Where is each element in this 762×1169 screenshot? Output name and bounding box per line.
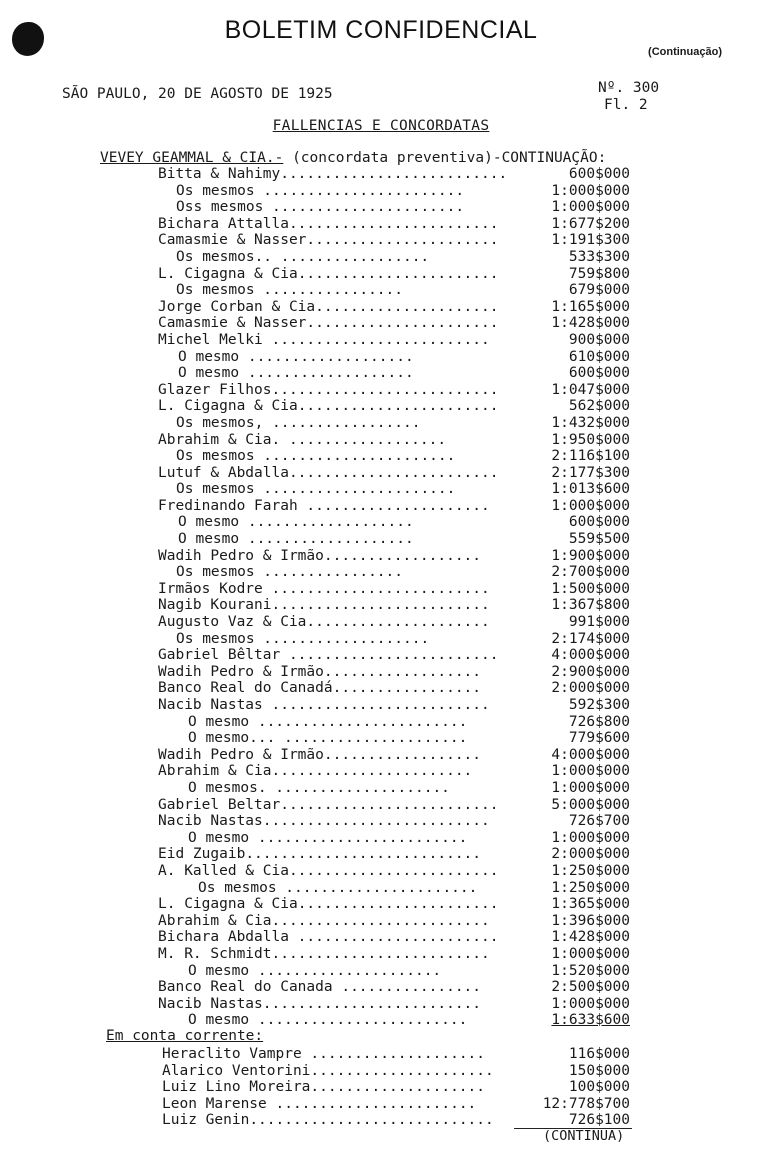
creditor-line xyxy=(158,432,446,449)
creditor-line xyxy=(158,747,481,764)
creditor-name: Banco Real do Canada xyxy=(158,979,333,996)
amount: 600$000 xyxy=(568,166,630,182)
ledger-row xyxy=(0,514,762,531)
leader-dots: .......................... xyxy=(280,166,508,182)
leader-dots: .................... xyxy=(301,1046,486,1062)
creditor-name: Nacib Nastas xyxy=(158,813,263,830)
creditor-line xyxy=(178,365,414,382)
creditor-line xyxy=(178,531,414,548)
creditor-name: O mesmo xyxy=(188,1012,250,1029)
amount: 779$600 xyxy=(568,730,630,747)
leader-dots: ......................... xyxy=(271,945,490,962)
ledger-row xyxy=(0,199,762,216)
amount: 1:000$000 xyxy=(551,182,630,199)
leader-dots: ................ xyxy=(254,564,403,581)
amount: 1:000$000 xyxy=(551,497,630,514)
ledger-row xyxy=(0,498,762,515)
leader-dots: .................. xyxy=(323,746,482,763)
creditor-name: Camasmie & Nasser xyxy=(158,232,307,249)
ledger-row xyxy=(0,614,762,631)
amount: 1:520$000 xyxy=(551,962,630,979)
leader-dots: ........................ xyxy=(288,464,499,481)
leader-dots: ................... xyxy=(239,514,414,531)
creditor-name: O mesmo xyxy=(178,514,240,531)
amount: 1:677$200 xyxy=(551,215,630,232)
amount: 2:116$100 xyxy=(551,448,630,465)
creditor-name: Banco Real do Canadá xyxy=(158,680,333,697)
creditor-line xyxy=(162,1096,476,1113)
creditor-line xyxy=(158,332,490,349)
amount: 1:047$000 xyxy=(551,381,630,398)
leader-dots: ..................... xyxy=(275,730,468,747)
amount: 610$000 xyxy=(568,348,630,365)
creditor-name: Os mesmos xyxy=(176,282,255,299)
leader-dots: ................... xyxy=(239,531,414,548)
creditor-line xyxy=(188,730,467,747)
creditor-name: Alarico Ventorini xyxy=(162,1062,311,1079)
leader-dots: ............................ xyxy=(249,1112,494,1129)
amount: 1:250$000 xyxy=(551,862,630,879)
creditor-line xyxy=(176,481,455,498)
creditor-line xyxy=(158,763,472,780)
leader-dots: ...................... xyxy=(254,448,456,465)
creditor-name: O mesmo xyxy=(188,829,250,846)
leader-dots: ..................... xyxy=(249,962,442,979)
ledger-row xyxy=(0,963,762,980)
amount: 1:432$000 xyxy=(551,414,630,431)
creditor-name: O mesmo... xyxy=(188,730,276,747)
ledger-row xyxy=(0,631,762,648)
leader-dots: ................ xyxy=(254,282,403,299)
ledger-row xyxy=(0,1046,762,1063)
dateline: SÃO PAULO, 20 DE AGOSTO DE 1925 xyxy=(62,86,333,102)
amount: 1:428$000 xyxy=(551,315,630,332)
creditor-name: Nacib Nastas xyxy=(158,995,263,1012)
creditor-line xyxy=(158,498,490,515)
creditor-name: O mesmo xyxy=(178,348,240,365)
leader-dots: .................... xyxy=(310,1079,486,1096)
leader-dots: ....................... xyxy=(297,265,499,282)
conta-corrente-list xyxy=(0,1046,762,1129)
ledger-row xyxy=(0,946,762,963)
creditor-line xyxy=(176,631,429,648)
ledger-row xyxy=(0,680,762,697)
creditor-name: Nacib Nastas xyxy=(158,697,263,713)
creditor-line xyxy=(158,614,490,631)
leader-dots: .......................... xyxy=(262,813,490,830)
amount: 1:000$000 xyxy=(551,763,630,780)
section-heading: FALLENCIAS E CONCORDATAS xyxy=(272,118,490,134)
creditor-line xyxy=(158,398,498,415)
amount: 2:000$000 xyxy=(551,846,630,863)
ledger-row xyxy=(0,647,762,664)
ledger-row xyxy=(0,266,762,283)
ledger-row xyxy=(0,349,762,366)
ledger-row xyxy=(0,979,762,996)
creditor-line xyxy=(176,282,403,299)
leader-dots: ..................... xyxy=(306,614,490,631)
creditor-name: Bichara Attalla xyxy=(158,215,289,232)
creditor-name: Heraclito Vampre xyxy=(162,1046,302,1062)
amount: 1:000$000 xyxy=(551,995,630,1012)
creditor-name: Os mesmos, xyxy=(176,414,264,431)
amount: 726$100 xyxy=(568,1112,630,1129)
ledger-row xyxy=(0,232,762,249)
creditor-line xyxy=(178,349,414,366)
creditor-name: Luiz Genin xyxy=(162,1112,250,1129)
amount: 2:174$000 xyxy=(551,630,630,647)
leader-dots: ...................... xyxy=(263,199,465,216)
leader-dots: ........................ xyxy=(288,215,499,232)
amount: 2:700$000 xyxy=(551,564,630,581)
leader-dots: ....................... xyxy=(254,182,465,199)
creditor-name: O mesmo xyxy=(188,962,250,979)
creditor-name: Lutuf & Abdalla xyxy=(158,464,289,481)
creditor-name: A. Kalled & Cia xyxy=(158,862,289,879)
ledger-row xyxy=(0,996,762,1013)
ledger-row xyxy=(0,1012,762,1029)
creditor-line xyxy=(158,846,481,863)
bulletin-number-block xyxy=(598,80,659,114)
creditor-name: Leon Marense xyxy=(162,1095,267,1112)
leader-dots: ........................ xyxy=(249,713,468,730)
amount: 1:900$000 xyxy=(551,547,630,564)
creditor-name: M. R. Schmidt xyxy=(158,945,272,962)
ledger-row xyxy=(0,465,762,482)
creditor-name: Abrahim & Cia xyxy=(158,912,272,929)
creditor-name: Bichara Abdalla xyxy=(158,929,289,946)
ledger-row xyxy=(0,929,762,946)
document-title: BOLETIM CONFIDENCIAL xyxy=(224,16,538,44)
creditor-line xyxy=(176,249,429,266)
leader-dots: ................... xyxy=(239,365,414,382)
creditor-line xyxy=(158,913,490,930)
leader-dots: ........................ xyxy=(280,647,499,664)
creditor-line xyxy=(162,1063,494,1080)
creditor-line xyxy=(158,266,498,283)
creditor-line xyxy=(176,564,403,581)
amount: 150$000 xyxy=(568,1062,630,1079)
creditor-name: Fredinando Farah xyxy=(158,497,298,514)
amount: 2:900$000 xyxy=(551,663,630,680)
amount: 1:428$000 xyxy=(551,929,630,946)
ledger-row xyxy=(0,1079,762,1096)
amount: 1:250$000 xyxy=(551,879,630,896)
creditor-line xyxy=(158,929,498,946)
creditor-line xyxy=(158,382,498,399)
amount: 679$000 xyxy=(568,282,630,299)
amount: 1:500$000 xyxy=(551,580,630,597)
ledger-row xyxy=(0,531,762,548)
amount: 726$700 xyxy=(568,813,630,830)
amount: 759$800 xyxy=(568,265,630,282)
conta-corrente-label: Em conta corrente: xyxy=(106,1028,264,1044)
creditor-name: Eid Zugaib xyxy=(158,846,246,863)
creditor-name: Gabriel Bêltar xyxy=(158,647,281,664)
leader-dots: ......................... xyxy=(271,597,490,614)
ledger-row xyxy=(0,896,762,913)
ledger-row xyxy=(0,913,762,930)
ledger-row xyxy=(0,481,762,498)
leader-dots: ......................... xyxy=(280,796,499,813)
leader-dots: . .................. xyxy=(271,431,447,448)
continuation-note: (Continuação) xyxy=(648,46,722,58)
creditor-line xyxy=(158,232,498,249)
leader-dots: ......................... xyxy=(262,331,490,348)
amount: 2:500$000 xyxy=(551,979,630,996)
creditor-line xyxy=(158,315,498,332)
ledger-row xyxy=(0,730,762,747)
amount: 1:367$800 xyxy=(551,597,630,614)
creditor-line xyxy=(158,697,490,714)
ledger-row xyxy=(0,714,762,731)
ledger-row xyxy=(0,432,762,449)
amount: 1:396$000 xyxy=(551,912,630,929)
leader-dots: ................ xyxy=(332,979,482,996)
ledger-row xyxy=(0,282,762,299)
ledger-row xyxy=(0,249,762,266)
creditor-name: Os mesmos xyxy=(176,481,255,498)
amount: 1:633$600 xyxy=(551,1012,630,1029)
creditor-line xyxy=(158,597,490,614)
ledger-row xyxy=(0,813,762,830)
ledger-row xyxy=(0,747,762,764)
leader-dots: ...................... xyxy=(306,232,499,249)
amount: 12:778$700 xyxy=(542,1095,630,1112)
ledger-row xyxy=(0,597,762,614)
creditor-name: Irmãos Kodre xyxy=(158,580,263,597)
leader-dots: .................... xyxy=(266,779,450,796)
leader-dots: ................. xyxy=(263,414,421,431)
amount: 100$000 xyxy=(568,1079,630,1096)
bulletin-number: Nº. 300 xyxy=(598,80,660,96)
creditor-name: Os mesmos xyxy=(198,879,277,896)
amount: 1:191$300 xyxy=(551,232,630,249)
leader-dots: ......................... xyxy=(271,912,490,929)
ledger-row xyxy=(0,1112,762,1129)
ledger-row xyxy=(0,846,762,863)
creditor-name: Oss mesmos xyxy=(176,199,264,216)
creditor-line xyxy=(188,830,467,847)
ledger-row xyxy=(0,1096,762,1113)
creditor-name: O mesmo xyxy=(188,713,250,730)
leader-dots: ...................... xyxy=(276,879,478,896)
creditor-line xyxy=(162,1046,485,1063)
ledger-row xyxy=(0,548,762,565)
creditor-line xyxy=(158,299,498,316)
ledger-row xyxy=(0,183,762,200)
ledger-row xyxy=(0,697,762,714)
creditor-line xyxy=(158,647,498,664)
ledger-row xyxy=(0,664,762,681)
leader-dots: ......................... xyxy=(262,580,490,597)
leader-dots: .................. xyxy=(323,547,482,564)
leader-dots: ........................ xyxy=(249,829,468,846)
creditor-line xyxy=(198,880,477,897)
leader-dots: ................. xyxy=(272,248,430,265)
amount: 592$300 xyxy=(568,697,630,713)
creditor-name: Augusto Vaz & Cia xyxy=(158,614,307,631)
creditor-line xyxy=(178,514,414,531)
ledger-row xyxy=(0,166,762,183)
creditor-name: Jorge Corban & Cia xyxy=(158,298,316,315)
company-note: (concordata preventiva)-CONTINUAÇÃO: xyxy=(292,150,607,166)
ledger-row xyxy=(0,216,762,233)
amount: 1:000$000 xyxy=(551,829,630,846)
leader-dots: ......................... xyxy=(262,995,482,1012)
leader-dots: ....................... xyxy=(288,929,499,946)
leader-dots: ................... xyxy=(239,348,414,365)
creditor-line xyxy=(158,896,498,913)
ledger-row xyxy=(0,1063,762,1080)
ledger-row xyxy=(0,365,762,382)
amount: 991$000 xyxy=(568,614,630,631)
company-heading xyxy=(100,150,606,166)
creditor-line xyxy=(188,1012,467,1029)
amount: 600$000 xyxy=(568,365,630,382)
creditor-name: Bitta & Nahimy xyxy=(158,166,281,182)
creditor-name: L. Cigagna & Cia xyxy=(158,398,298,415)
creditor-line xyxy=(158,863,498,880)
leader-dots: ....................... xyxy=(297,896,499,913)
creditor-line xyxy=(158,664,481,681)
amount: 900$000 xyxy=(568,331,630,348)
ledger-row xyxy=(0,763,762,780)
amount: 533$300 xyxy=(568,248,630,265)
leader-dots: ...................... xyxy=(254,481,456,498)
amount: 1:000$000 xyxy=(551,945,630,962)
leader-dots: .................. xyxy=(323,663,482,680)
creditor-line xyxy=(158,548,481,565)
creditor-name: Gabriel Beltar xyxy=(158,796,281,813)
creditor-line xyxy=(176,415,420,432)
creditor-name: Abrahim & Cia xyxy=(158,763,272,780)
ledger-row xyxy=(0,299,762,316)
amount: 4:000$000 xyxy=(551,647,630,664)
creditor-line xyxy=(162,1112,494,1129)
ledger-row xyxy=(0,315,762,332)
creditor-line xyxy=(188,963,441,980)
amount: 4:000$000 xyxy=(551,746,630,763)
leader-dots: ........................ xyxy=(249,1012,468,1029)
creditor-line xyxy=(176,448,455,465)
leader-dots: ....................... xyxy=(266,1095,477,1112)
leader-dots: ....................... xyxy=(297,398,499,415)
leader-dots: ........................... xyxy=(245,846,482,863)
creditor-name: Michel Melki xyxy=(158,331,263,348)
amount: 726$800 xyxy=(568,713,630,730)
ledger-row xyxy=(0,797,762,814)
amount: 1:000$000 xyxy=(551,199,630,216)
creditor-name: Camasmie & Nasser xyxy=(158,315,307,332)
creditor-line xyxy=(162,1079,485,1096)
creditor-name: Wadih Pedro & Irmão xyxy=(158,547,324,564)
leader-dots: ................. xyxy=(332,680,482,697)
creditor-line xyxy=(176,183,464,200)
creditor-name: O mesmos. xyxy=(188,779,267,796)
creditor-line xyxy=(158,797,498,814)
creditor-name: Os mesmos xyxy=(176,448,255,465)
ledger-row xyxy=(0,415,762,432)
ledger-row xyxy=(0,780,762,797)
continua-note: (CONTINUA) xyxy=(543,1128,625,1144)
ledger-row xyxy=(0,448,762,465)
creditor-name: L. Cigagna & Cia xyxy=(158,896,298,913)
amount: 559$500 xyxy=(568,531,630,548)
creditor-line xyxy=(188,714,467,731)
amount: 2:000$000 xyxy=(551,680,630,697)
creditor-name: Os mesmos xyxy=(176,182,255,199)
creditor-name: O mesmo xyxy=(178,365,240,382)
creditor-line xyxy=(158,979,481,996)
amount: 1:165$000 xyxy=(551,298,630,315)
amount: 5:000$000 xyxy=(551,796,630,813)
ledger-row xyxy=(0,398,762,415)
leader-dots: .......................... xyxy=(271,381,499,398)
creditor-name: Os mesmos.. xyxy=(176,248,273,265)
ledger-row xyxy=(0,564,762,581)
creditor-name: Luiz Lino Moreira xyxy=(162,1079,311,1096)
leader-dots: ...................... xyxy=(306,315,499,332)
ledger-row xyxy=(0,863,762,880)
entries-list xyxy=(0,166,762,1029)
ledger-row xyxy=(0,880,762,897)
ledger-row xyxy=(0,581,762,598)
creditor-line xyxy=(158,216,498,233)
creditor-line xyxy=(158,581,490,598)
leader-dots: ........................ xyxy=(288,862,499,879)
leader-dots: ................... xyxy=(254,630,430,647)
creditor-line xyxy=(188,780,450,797)
creditor-line xyxy=(158,813,490,830)
ledger-row xyxy=(0,830,762,847)
creditor-line xyxy=(158,465,498,482)
amount: 2:177$300 xyxy=(551,464,630,481)
creditor-name: Wadih Pedro & Irmão xyxy=(158,663,324,680)
folio-number: Fl. 2 xyxy=(604,97,648,113)
creditor-name: Os mesmos xyxy=(176,630,255,647)
creditor-line xyxy=(158,680,481,697)
creditor-name: O mesmo xyxy=(178,531,240,548)
creditor-name: Nagib Kourani xyxy=(158,597,272,614)
creditor-name: Abrahim & Cia xyxy=(158,431,272,448)
creditor-name: Wadih Pedro & Irmão xyxy=(158,746,324,763)
ledger-row xyxy=(0,382,762,399)
creditor-line xyxy=(176,199,464,216)
leader-dots: ..................... xyxy=(297,497,490,514)
amount: 600$000 xyxy=(568,514,630,531)
creditor-name: L. Cigagna & Cia xyxy=(158,265,298,282)
creditor-name: Glazer Filhos xyxy=(158,381,272,398)
creditor-line xyxy=(158,166,507,183)
amount: 116$000 xyxy=(568,1046,630,1062)
company-name: VEVEY GEAMMAL & CIA.- xyxy=(100,150,284,166)
leader-dots: ....................... xyxy=(271,763,473,780)
amount: 1:013$600 xyxy=(551,481,630,498)
ledger-row xyxy=(0,332,762,349)
creditor-line xyxy=(158,996,481,1013)
leader-dots: ......................... xyxy=(262,697,490,713)
amount: 562$000 xyxy=(568,398,630,415)
creditor-line xyxy=(158,946,490,963)
amount: 1:950$000 xyxy=(551,431,630,448)
leader-dots: ..................... xyxy=(310,1062,494,1079)
leader-dots: ..................... xyxy=(315,298,499,315)
creditor-name: Os mesmos xyxy=(176,564,255,581)
amount: 1:365$000 xyxy=(551,896,630,913)
amount: 1:000$000 xyxy=(551,779,630,796)
